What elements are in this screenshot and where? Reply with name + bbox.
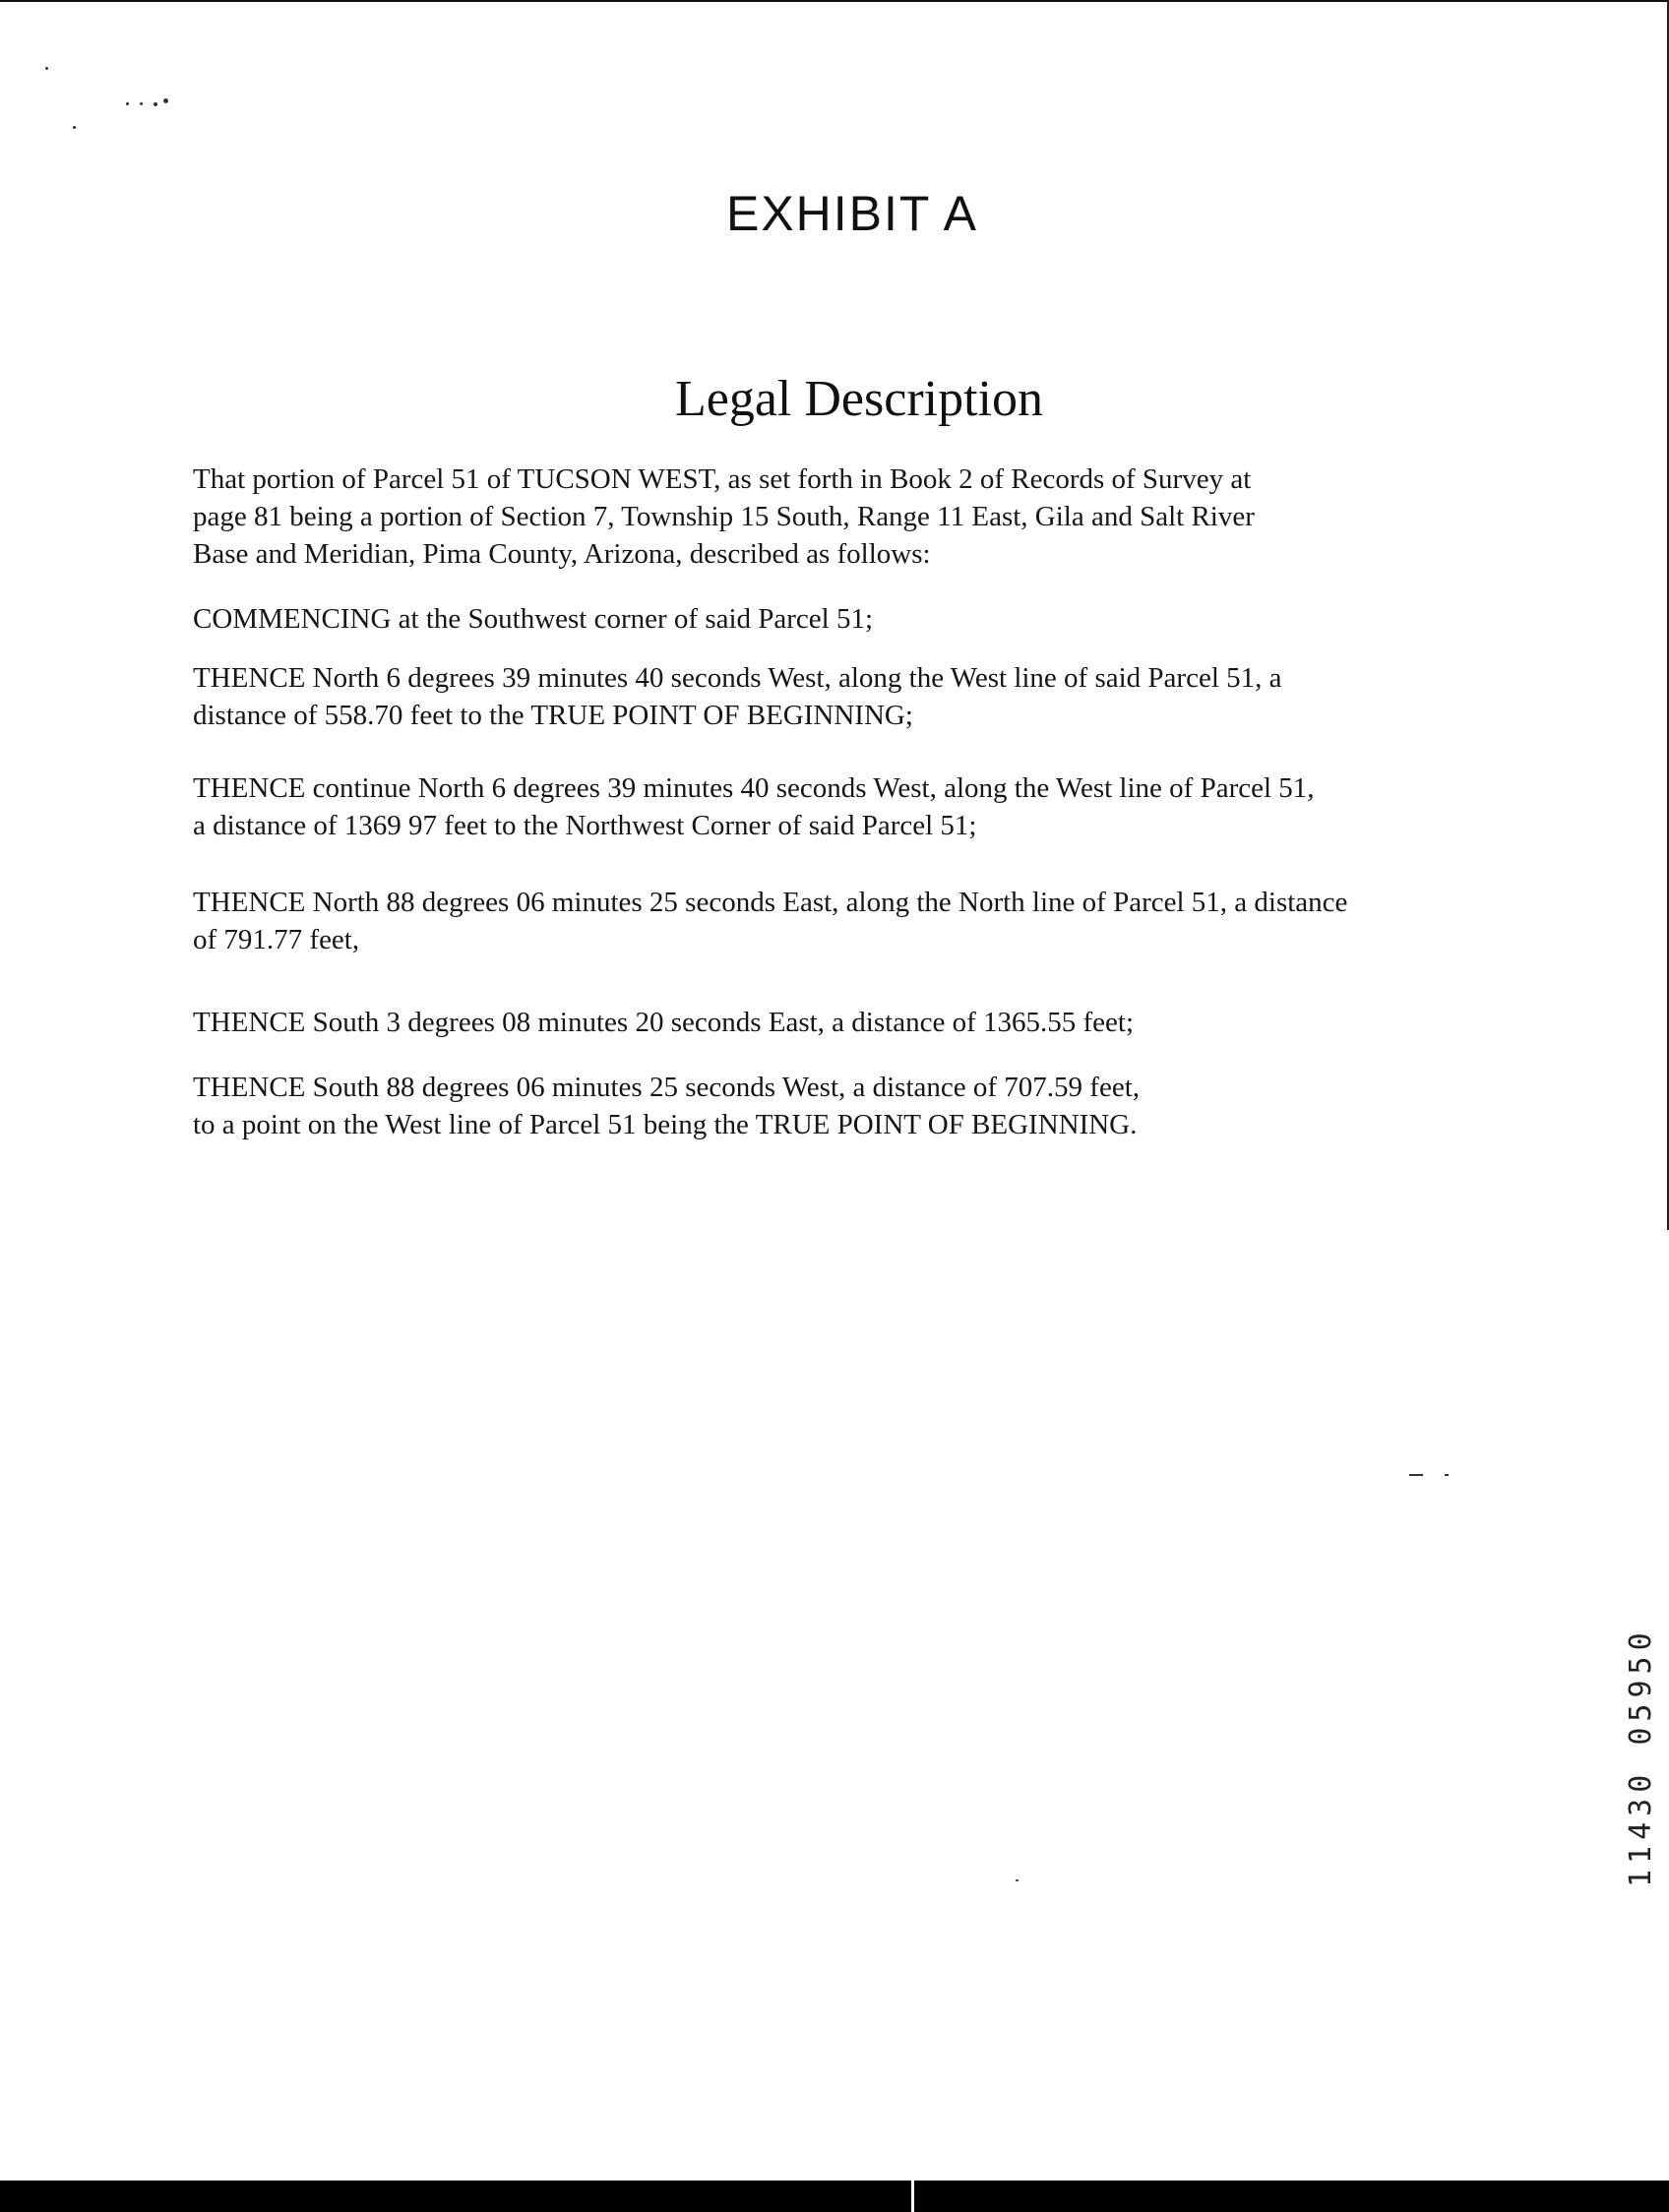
scan-speck (163, 98, 168, 103)
scan-speck (1016, 1879, 1019, 1881)
legal-paragraph-course-5: THENCE South 88 degrees 06 minutes 25 seconds West, a distance of 707.59 feet, to a point on the West line of Parcel 51 being the TRUE POINT OF BEGINNING. (193, 1072, 1140, 1140)
exhibit-title: EXHIBIT A (725, 186, 979, 241)
legal-paragraph-course-4: THENCE South 3 degrees 08 minutes 20 seconds East, a distance of 1365.55 feet; (193, 1007, 1134, 1038)
legal-paragraph-course-1: THENCE North 6 degrees 39 minutes 40 seconds West, along the West line of said Parcel 51, a distance of 558.70 feet to the TRUE POINT OF BEGINNING; (193, 662, 1282, 731)
scan-speck (140, 102, 143, 105)
scan-speck (73, 126, 76, 129)
scan-bottom-bar (0, 2181, 1669, 2212)
scan-speck (1409, 1474, 1423, 1476)
scan-bottom-notch (911, 2181, 914, 2212)
scan-speck (1445, 1474, 1449, 1476)
legal-paragraph-course-3: THENCE North 88 degrees 06 minutes 25 seconds East, along the North line of Parcel 51, a distance of 791.77 feet, (193, 887, 1348, 955)
scan-speck (126, 102, 129, 105)
legal-paragraph-commencing: COMMENCING at the Southwest corner of said Parcel 51; (193, 603, 874, 635)
scan-speck (154, 102, 157, 106)
legal-paragraph-intro: That portion of Parcel 51 of TUCSON WEST, as set forth in Book 2 of Records of Survey at page 81 being a portion of Section 7, Township 15 South, Range 11 East, Gila and Salt River Base and Meridian, Pima County, Arizona, described as follows: (193, 463, 1255, 570)
scan-top-border (0, 0, 1669, 2)
scan-speck (45, 67, 48, 70)
page-heading: Legal Description (675, 371, 1043, 427)
legal-paragraph-course-2: THENCE continue North 6 degrees 39 minutes 40 seconds West, along the West line of Parcel 51, a distance of 1369 97 feet to the Northwest Corner of said Parcel 51; (193, 772, 1315, 841)
recording-stamp-number: 11430 05950 (1624, 1627, 1658, 1887)
recording-stamp (1592, 1553, 1658, 1887)
